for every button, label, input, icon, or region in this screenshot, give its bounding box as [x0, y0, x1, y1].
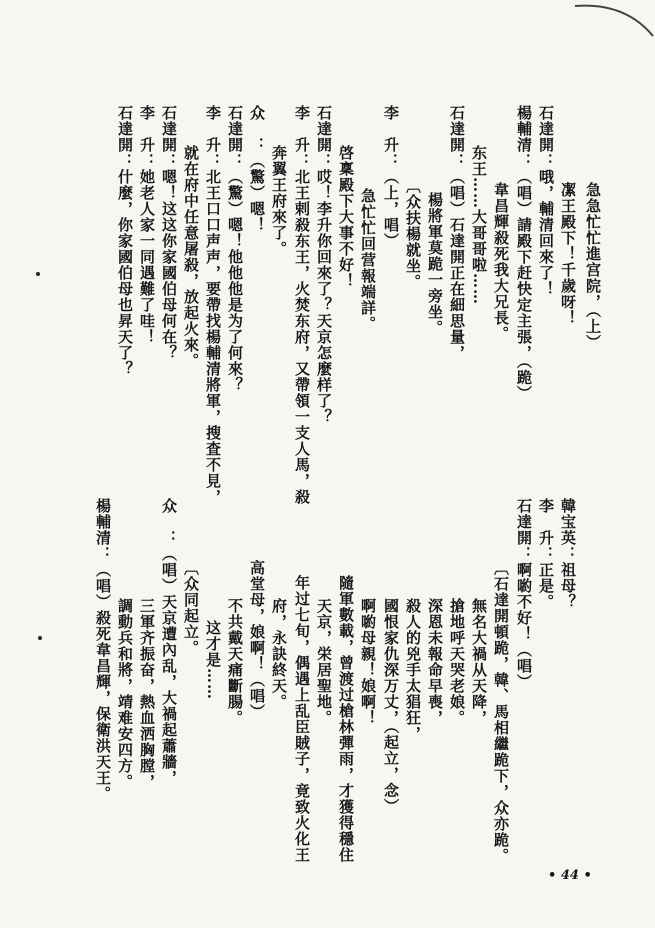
text-column: 高堂母，娘啊！（唱）	[248, 560, 266, 720]
text-column: 石達開：嗯！这这你家國伯母何在？	[160, 105, 178, 361]
text-column: 三軍齐振奋，熱血洒胸膛，	[138, 598, 156, 790]
text-column: 石達開：哎！李升你回來了？天京怎麼样了？	[315, 105, 333, 425]
text-column: 李 升：北王剌殺东王，火焚东府，又帶領一支人馬，殺	[293, 105, 311, 505]
text-column: 〔众同起立。	[182, 560, 200, 656]
text-column: 楊將軍莫跪一旁坐。	[426, 192, 444, 336]
text-column: 韓宝英：祖母？	[559, 498, 577, 610]
text-column: 隨軍數載，曾渡过槍林彈雨，才獲得穩住	[337, 575, 355, 863]
text-column: 㓗王殿下！千歲呀！	[559, 182, 577, 326]
text-column: 急忙忙回营報端詳。	[359, 188, 377, 332]
text-column: 石達開：什麼，你家國伯母也昇天了？	[116, 105, 134, 377]
text-column: 府，永訣終天。	[270, 598, 288, 710]
text-column: 韋昌輝殺死我大兄長。	[492, 182, 510, 342]
text-column: 〔众扶楊就坐。	[404, 178, 422, 290]
text-column: 國恨家仇深万丈，（起立，念）	[382, 598, 400, 815]
text-column: 啊喲母親！娘啊！	[359, 598, 377, 726]
text-column: 李 升：正是。	[537, 498, 555, 610]
scan-speck	[36, 272, 40, 276]
text-column: 石達開：（唱）石達開正在細思量，	[448, 105, 466, 361]
text-column: 急急忙忙進宫院，（上）	[584, 182, 602, 351]
text-column: 楊輔清：（唱）請殿下赶快定主張，（跪）	[515, 105, 533, 402]
text-column: 搶地呼天哭老娘。	[448, 598, 466, 726]
text-column: 李 升：她老人家一同遇難了哇！	[138, 105, 156, 345]
scan-speck	[38, 636, 42, 640]
page-number: • 44 •	[548, 868, 592, 883]
text-column: 無名大禍从天降，	[470, 598, 488, 726]
text-column: 不共戴天痛斷腸。	[226, 598, 244, 726]
text-column: 众 ：（唱）天京遭內乱，大禍起蕭牆，	[160, 498, 178, 786]
text-column: 楊輔清：（唱）殺死韋昌輝，保衛洪天王。	[94, 498, 112, 802]
text-column: 年过七旬，偶遇上乱臣賊子，竟致火化王	[293, 575, 311, 863]
text-column: 〔石達開頓跪，韓、馬相繼跪下，众亦跪。	[492, 560, 510, 864]
text-column: 众 ：（驚）嗯！	[248, 105, 266, 233]
text-column: 調動兵和將，靖难安四方。	[116, 598, 134, 790]
text-column: 石達開：啊喲不好！（唱）	[515, 498, 533, 690]
text-column: 奔翼王府來了。	[270, 145, 288, 257]
text-column: 就在府中任意屠殺，放起火來。	[182, 145, 200, 369]
text-column: 石達開：（驚）嗯！他他他是为了何來？	[226, 105, 244, 393]
text-column: 石達開：哦，輔清回來了！	[537, 105, 555, 297]
text-column: 东王……大哥哥啦……	[470, 145, 488, 305]
text-column: 李 升：（上，唱）	[382, 105, 400, 249]
page-corner-curl	[565, 0, 655, 40]
text-column: 啓稟殿下大事不好！	[337, 145, 355, 289]
text-column: 这才是……	[204, 620, 222, 700]
text-column: 殺人的兇手太猖狂，	[404, 598, 422, 742]
text-column: 天京，栄居聖地。	[315, 598, 333, 726]
text-column: 深恩未報命早喪，	[426, 598, 444, 726]
text-column: 李 升：北王口口声声，要帶找楊輔清將軍，搜査不見，	[204, 105, 222, 505]
